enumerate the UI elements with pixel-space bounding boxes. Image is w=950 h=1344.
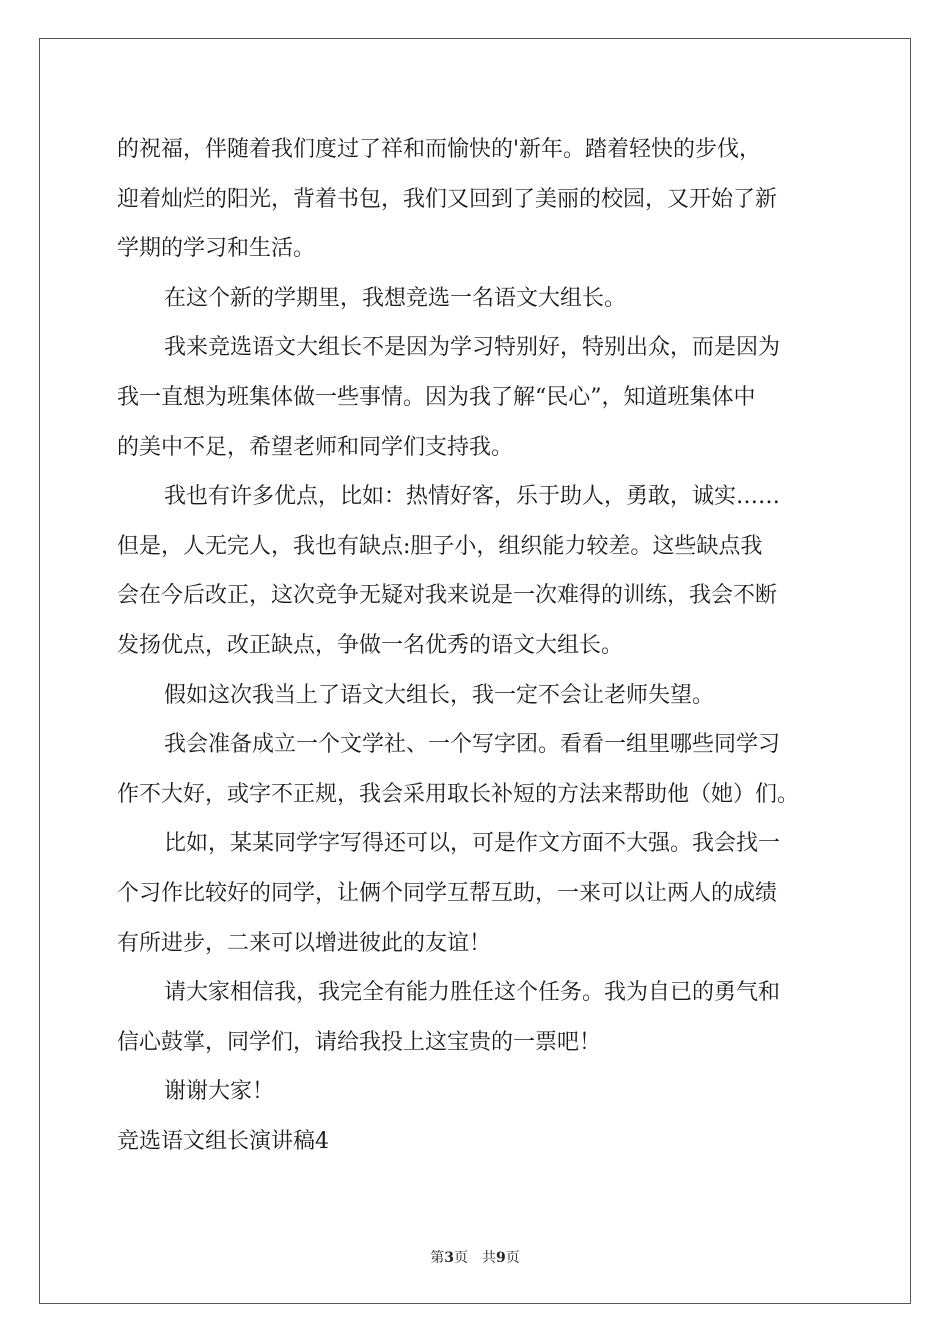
text-line: 我也有许多优点，比如：热情好客，乐于助人，勇敢，诚实…… [164, 484, 781, 510]
text-line: 我会准备成立一个文学社、一个写字团。看看一组里哪些同学习 [164, 732, 781, 758]
text-line: 信心鼓掌，同学们，请给我投上这宝贵的一票吧！ [117, 1029, 602, 1055]
text-line: 假如这次我当上了语文大组长，我一定不会让老师失望。 [164, 682, 715, 708]
text-line: 的美中不足，希望老师和同学们支持我。 [117, 434, 514, 460]
text-line: 竞选语文组长演讲稿4 [117, 1128, 329, 1154]
text-line: 我来竞选语文大组长不是因为学习特别好，特别出众，而是因为 [164, 335, 781, 361]
page-total-number: 9 [496, 1250, 506, 1266]
text-line: 谢谢大家！ [164, 1079, 275, 1105]
text-line: 在这个新的学期里，我想竞选一名语文大组长。 [164, 285, 627, 311]
page-number-suffix: 页 [454, 1250, 468, 1266]
text-line: 的祝福，伴随着我们度过了祥和而愉快的'新年。踏着轻快的步伐， [117, 137, 762, 162]
document-body [117, 125, 837, 1166]
text-line: 作不大好，或字不正规，我会采用取长补短的方法来帮助他（她）们。 [117, 781, 800, 807]
text-line: 有所进步，二来可以增进彼此的友谊！ [117, 930, 492, 956]
page-footer [0, 1247, 950, 1267]
text-line: 我一直想为班集体做一些事情。因为我了解“民心”，知道班集体中 [117, 384, 756, 410]
text-line: 请大家相信我，我完全有能力胜任这个任务。我为自已的勇气和 [164, 980, 781, 1006]
text-line: 发扬优点，改正缺点，争做一名优秀的语文大组长。 [117, 632, 624, 658]
text-line: 迎着灿烂的阳光，背着书包，我们又回到了美丽的校园，又开始了新 [117, 186, 778, 212]
page-number-current: 3 [444, 1250, 454, 1266]
page-total-suffix: 页 [505, 1250, 520, 1266]
text-line: 个习作比较好的同学，让俩个同学互帮互助，一来可以让两人的成绩 [117, 880, 778, 906]
text-line: 学期的学习和生活。 [117, 236, 316, 262]
text-line: 但是，人无完人，我也有缺点:胆子小，组织能力较差。这些缺点我 [117, 533, 763, 559]
text-line: 比如，某某同学字写得还可以，可是作文方面不大强。我会找一 [164, 831, 781, 857]
page-number-prefix: 第 [430, 1250, 445, 1266]
page-total-prefix: 共 [482, 1250, 496, 1266]
text-line: 会在今后改正，这次竞争无疑对我来说是一次难得的训练，我会不断 [117, 583, 778, 609]
